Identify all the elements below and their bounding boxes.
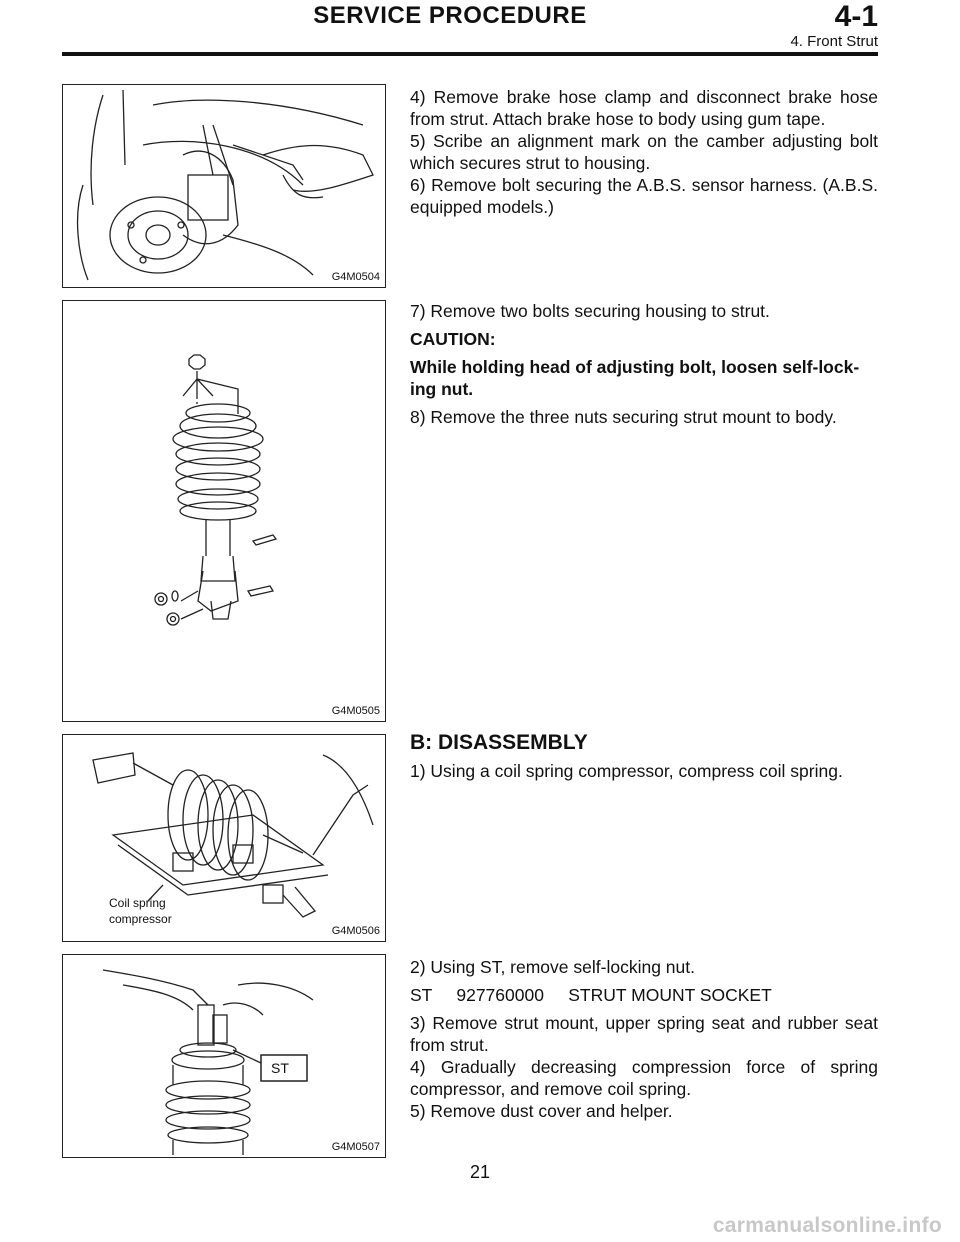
text-block-steps-4-6 [410, 86, 878, 218]
figure-id: G4M0506 [331, 925, 380, 937]
step-text: 6) Remove bolt securing the A.B.S. sensor harness. (A.B.S. equipped models.) [410, 175, 878, 217]
page-number: 21 [469, 1162, 491, 1182]
step-text: 4) Gradually decreasing compression force of spring compressor, and remove coil spring. [410, 1057, 878, 1099]
step-text: 3) Remove strut mount, upper spring seat and rubber seat from strut. [410, 1013, 878, 1055]
brake-hose-removal-illustration [63, 85, 385, 287]
page-header [0, 0, 960, 60]
section-number: 4-1 [834, 0, 878, 33]
figure-id: G4M0504 [331, 271, 380, 283]
caution-heading: CAUTION: [410, 329, 496, 349]
text-block-steps-7-8 [410, 300, 878, 434]
step-text: 7) Remove two bolts securing housing to strut. [410, 301, 770, 321]
watermark-text: carmanualsonline.info [712, 1214, 942, 1237]
step-text: 4) Remove brake hose clamp and disconnect brake hose from strut. Attach brake hose to body using gum tape. [410, 87, 878, 129]
strut-housing-bolts-illustration [63, 301, 385, 721]
figure-strut-mount-socket [62, 954, 386, 1158]
header-rule [62, 52, 878, 56]
figure-coil-spring-compressor [62, 734, 386, 942]
section-heading: B: DISASSEMBLY [410, 731, 588, 754]
figure-callout-coil-spring-compressor: Coil spring compressor [109, 896, 172, 926]
header-title: SERVICE PROCEDURE [313, 2, 587, 29]
special-tool-line: ST 927760000 STRUT MOUNT SOCKET [410, 985, 772, 1005]
text-block-steps-2-5 [410, 956, 878, 1122]
figure-id: G4M0505 [331, 705, 380, 717]
strut-mount-socket-illustration [63, 955, 385, 1157]
figure-strut-housing [62, 300, 386, 722]
section-subtitle: 4. Front Strut [790, 33, 878, 50]
step-text: 2) Using ST, remove self-locking nut. [410, 957, 695, 977]
caution-text: While holding head of adjusting bolt, loosen self-lock-ing nut. [410, 357, 860, 399]
step-text: 8) Remove the three nuts securing strut mount to body. [410, 407, 837, 427]
step-text: 1) Using a coil spring compressor, compress coil spring. [410, 761, 843, 781]
figure-brake-hose [62, 84, 386, 288]
step-text: 5) Remove dust cover and helper. [410, 1101, 673, 1121]
figure-callout-st: ST [271, 1060, 289, 1076]
figure-id: G4M0507 [331, 1141, 380, 1153]
text-block-disassembly [410, 732, 878, 788]
step-text: 5) Scribe an alignment mark on the camber adjusting bolt which secures strut to housing. [410, 131, 878, 173]
